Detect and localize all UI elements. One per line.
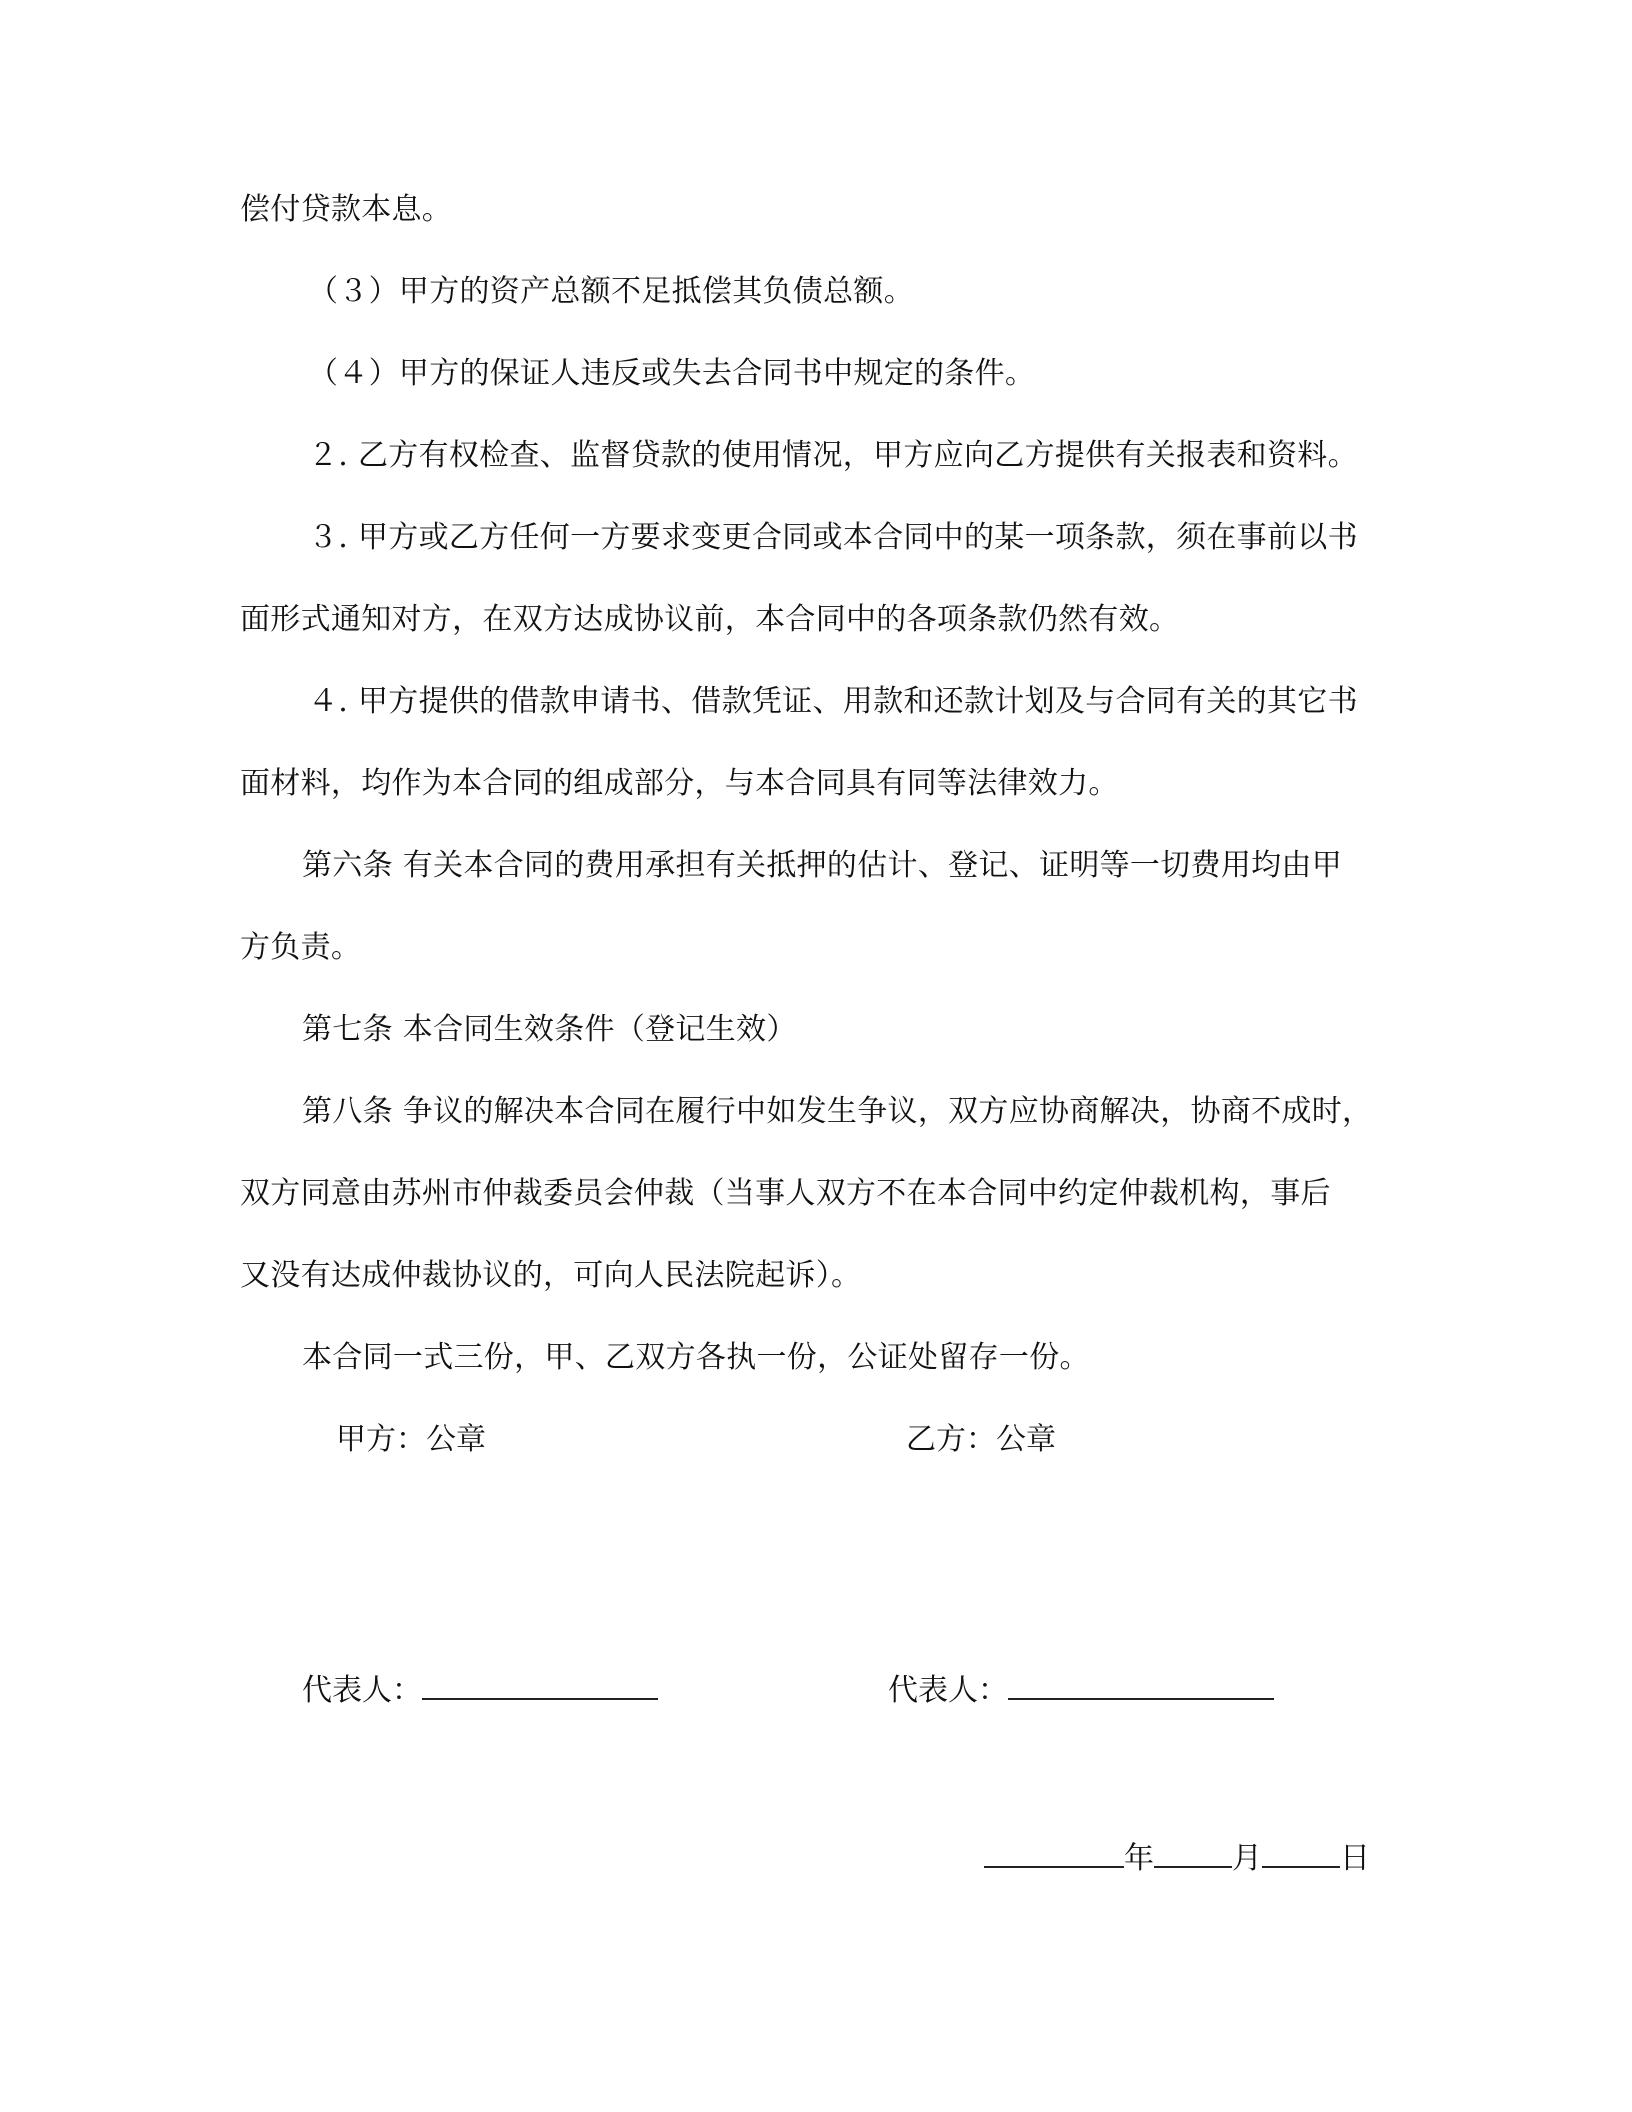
paragraph-line: 第六条 有关本合同的费用承担有关抵押的估计、登记、证明等一切费用均由甲: [302, 848, 1343, 883]
party-a-seal-label: 甲方：公章: [336, 1422, 486, 1457]
year-label: 年: [1124, 1841, 1154, 1876]
paragraph-line: 又没有达成仲裁协议的，可向人民法院起诉）。: [240, 1258, 862, 1293]
paragraph-line: 面形式通知对方，在双方达成协议前，本合同中的各项条款仍然有效。: [240, 602, 1180, 637]
month-blank: [1154, 1838, 1232, 1868]
paragraph-line: 面材料，均作为本合同的组成部分，与本合同具有同等法律效力。: [240, 766, 1119, 801]
paragraph-line: 第八条 争议的解决本合同在履行中如发生争议，双方应协商解决，协商不成时，: [302, 1094, 1373, 1129]
month-label: 月: [1232, 1841, 1262, 1876]
party-b-rep-label: 代表人：: [888, 1673, 1008, 1708]
day-blank: [1262, 1838, 1340, 1868]
paragraph-line: 双方同意由苏州市仲裁委员会仲裁（当事人双方不在本合同中约定仲裁机构，事后: [240, 1176, 1331, 1211]
day-label: 日: [1340, 1841, 1370, 1876]
paragraph-line: （３）甲方的资产总额不足抵偿其负债总额。: [308, 274, 914, 309]
year-blank: [984, 1838, 1124, 1868]
party-a-representative: [302, 1670, 658, 1711]
date-line: [984, 1838, 1370, 1879]
party-a-rep-blank: [422, 1670, 658, 1700]
paragraph-line: ２. 乙方有权检查、监督贷款的使用情况，甲方应向乙方提供有关报表和资料。: [308, 438, 1358, 473]
party-a-rep-label: 代表人：: [302, 1673, 422, 1708]
paragraph-line: ４. 甲方提供的借款申请书、借款凭证、用款和还款计划及与合同有关的其它书: [308, 684, 1358, 719]
party-b-representative: [888, 1670, 1274, 1711]
party-b-seal-label: 乙方：公章: [906, 1422, 1056, 1457]
paragraph-line: 方负责。: [240, 930, 362, 965]
paragraph-line: 本合同一式三份，甲、乙双方各执一份，公证处留存一份。: [302, 1340, 1090, 1375]
paragraph-line: （４）甲方的保证人违反或失去合同书中规定的条件。: [308, 356, 1036, 391]
paragraph-line: 偿付贷款本息。: [240, 192, 453, 227]
paragraph-line: ３. 甲方或乙方任何一方要求变更合同或本合同中的某一项条款，须在事前以书: [308, 520, 1358, 555]
paragraph-line: 第七条 本合同生效条件（登记生效）: [302, 1012, 797, 1047]
party-b-rep-blank: [1008, 1670, 1274, 1700]
